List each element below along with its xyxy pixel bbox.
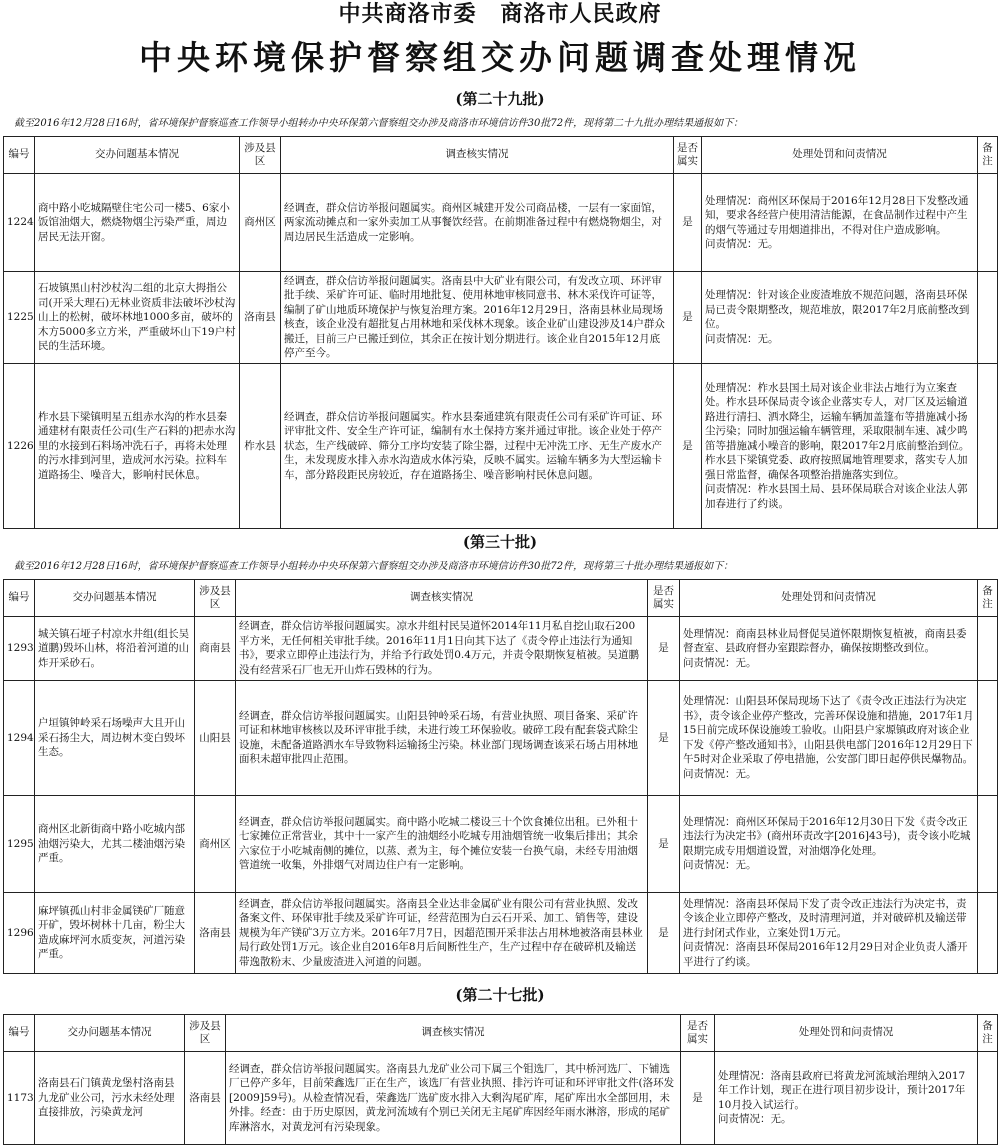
report-table-30: [3, 579, 998, 974]
case-number: 1173: [4, 1051, 35, 1144]
report-table-27: [3, 1014, 998, 1145]
case-handling: 处理情况：山阳县环保局现场下达了《责令改正违法行为决定书》，责令该企业停产整改，完善环保设施和措施，2017年1月15日前完成环保设施竣工验收。山阳县户家塬镇政府对该企业下发《停产整改通知书》，山阳县供电部门2016年12月29日下午5时对企业采取了停电措施，公安部门即日起停供民爆物品。: [683, 695, 974, 766]
col-header-handling: 处理处罚和问责情况: [680, 579, 978, 616]
col-header-investigation: 调查核实情况: [281, 137, 674, 174]
case-investigation: 经调查，群众信访举报问题属实。柞水县秦通建筑有限责任公司有采矿许可证、环评审批文件、安全生产许可证，编制有水土保持方案并通过审批。该企业处于停产状态，生产线破碎、筛分工序均安装了除尘器，过程中无冲洗工序、无生产废水产生，未发现废水排入赤水沟造成水体污染，反映不属实。运输车辆多为大型运输卡车，部分路段距民房较近，存在道路扬尘、噪音影响村民休息问题。: [281, 363, 674, 528]
case-number: 1224: [4, 174, 35, 272]
case-number: 1226: [4, 363, 35, 528]
case-handling: 处理情况：洛南县政府已将黄龙河流域治理纳入2017年工作计划，现正在进行项目初步设计，预计2017年10月投入试运行。: [718, 1069, 966, 1111]
table-row: [4, 1051, 998, 1144]
col-header-verified: 是否属实: [648, 579, 680, 616]
col-header-verified: 是否属实: [674, 137, 702, 174]
case-basic: 麻坪镇孤山村非金属镁矿厂随意开矿，毁坏树林十几亩，粉尘大造成麻坪河水质变灰，河道污染严重。: [35, 892, 195, 973]
case-basic: 石坡镇黑山村沙杖沟二组的北京大拇指公司(开采大理石)无林业资质非法破坏沙杖沟山上的松树，破坏林地1000多亩，破坏的木方5000多立方米，严重破坏山下19户村民的生活环境。: [35, 272, 240, 364]
case-county: 商州区: [195, 795, 236, 892]
case-handling-cell: [680, 892, 978, 973]
table-header-row: [4, 137, 998, 174]
col-header-handling: 处理处罚和问责情况: [715, 1014, 978, 1051]
case-county: 山阳县: [195, 680, 236, 795]
table-row: [4, 795, 998, 892]
case-handling-cell: [715, 1051, 978, 1144]
table-row: [4, 363, 998, 528]
case-investigation: 经调查，群众信访举报问题属实。山阳县钟岭采石场，有营业执照、项目备案、采矿许可证和林地审核核以及环评审批手续，未进行竣工环保验收。破碎工段有配套袋式除尘设施，未配备道路洒水车导致物料运输扬尘污染。林业部门现场调查该采石场占用林地面积未超审批四止范围。: [236, 680, 648, 795]
case-investigation: 经调查，群众信访举报问题属实。洛南县九龙矿业公司下属三个钼选厂，其中桥河选厂、下铺选厂已停产多年，目前荣鑫选厂正在生产，该选厂有营业执照、排污许可证和环评审批文件(洛环发[2009]59号)。从检查情况看，荣鑫选厂选矿废水排入大剩沟尾矿库，尾矿库出水全部回用，未外排。经查：由于历史原因，黄龙河流域有个别已关闭无主尾矿库因经年雨水淋溶，形成的尾矿库淋溶水，对黄龙河有污染现象。: [226, 1051, 681, 1144]
case-verified: 是: [681, 1051, 715, 1144]
case-remark: [978, 174, 998, 272]
batch-title-27: (第二十七批): [455, 985, 545, 1004]
case-handling-cell: [702, 363, 978, 528]
case-handling-cell: [680, 795, 978, 892]
col-header-county: 涉及县区: [185, 1014, 226, 1051]
col-header-no: 编号: [4, 1014, 35, 1051]
case-investigation: 经调查，群众信访举报问题属实。凉水井组村民吴道怀2014年11月私自挖山取石200平方米，无任何相关审批手续。2016年11月1日向其下达了《责令停止违法行为通知书》，要求立即停止违法行为，并给予行政处罚0.4万元，并责令限期恢复植被。吴道鹏没有经营采石厂也无开山炸石毁林的行为。: [236, 616, 648, 680]
case-handling-cell: [680, 616, 978, 680]
case-remark: [978, 795, 998, 892]
case-investigation: 经调查，群众信访举报问题属实。商中路小吃城二楼设三十个饮食摊位出租。已外租十七家摊位正常营业，其中十一家产生的油烟经小吃城专用油烟管统一收集后排出；其余六家位于小吃城南侧的摊位，以蒸、煮为主，每个摊位安装一台换气扇，未经专用油烟管道统一收集，外排烟气对周边住户有一定影响。: [236, 795, 648, 892]
case-investigation: 经调查，群众信访举报问题属实。洛南县中大矿业有限公司，有发改立项、环评审批手续、采矿许可证、临时用地批复、使用林地审核同意书、林木采伐许可证等，编制了矿山地质环境保护与恢复治理方案。2016年12月29日，洛南县林业局现场核查，该企业没有超批复占用林地和采伐林木现象。该企业矿山建设涉及14户群众搬迁，目前三户已搬迁到位，其余正在按计划分期进行。该企业自2015年12月底停产至今。: [281, 272, 674, 364]
issuer-line: [0, 0, 1000, 30]
case-handling: 处理情况：柞水县国土局对该企业非法占地行为立案查处。柞水县环保局责令该企业落实专人，对厂区及运输道路进行清扫、洒水降尘，运输车辆加盖篷布等措施减小扬尘污染；同时加强运输车辆管理，采取限制车速、减少鸣笛等措施减小噪音的影响，限2017年2月底前整治到位。柞水县下梁镇党委、政府按照属地管理要求，落实专人加强日常监督，确保各项整治措施落实到位。: [705, 381, 970, 481]
col-header-verified: 是否属实: [681, 1014, 715, 1051]
col-header-basic: 交办问题基本情况: [35, 1014, 185, 1051]
page-title: 中央环境保护督察组交办问题调查处理情况: [139, 38, 861, 77]
case-county: 洛南县: [240, 272, 281, 364]
case-accountability: 问责情况：无。: [718, 1113, 792, 1126]
case-remark: [978, 1051, 998, 1144]
case-basic: 商中路小吃城隔壁住宅公司一楼5、6家小饭馆油烟大，燃烧物烟尘污染严重，周边居民无法开窗。: [35, 174, 240, 272]
case-basic: 商州区北新街商中路小吃城内部油烟污染大，尤其二楼油烟污染严重。: [35, 795, 195, 892]
case-county: 商南县: [195, 616, 236, 680]
batch-intro-30: 截至2016年12月28日16时，省环境保护督察巡查工作领导小组转办中央环保第六督察组交办涉及商洛市环境信访件30批72件，现将第三十批办理结果通报如下：: [14, 560, 734, 572]
case-handling: 处理情况：商州区环保局于2016年12月28日下发整改通知，要求各经营户使用清洁能源，在食品制作过程中产生的烟气等通过专用烟道排出，不得对住户造成影响。: [705, 194, 969, 236]
col-header-remark: 备注: [978, 579, 998, 616]
col-header-investigation: 调查核实情况: [226, 1014, 681, 1051]
case-handling-cell: [702, 272, 978, 364]
case-remark: [978, 616, 998, 680]
case-remark: [978, 272, 998, 364]
table-row: [4, 174, 998, 272]
case-basic: 柞水县下梁镇明星五组赤水沟的柞水县秦通建材有限责任公司(生产石料的)把赤水沟里的水接到石料场冲洗石子，再将未处理的污水排到河里，造成河水污染。拉料车道路扬尘、噪音大，影响村民休息。: [35, 363, 240, 528]
case-county: 洛南县: [195, 892, 236, 973]
col-header-remark: 备注: [978, 1014, 998, 1051]
case-accountability: 问责情况：无。: [705, 332, 779, 345]
case-basic: 洛南县石门镇黄龙堡村洛南县九龙矿业公司，污水未经处理直接排放，污染黄龙河: [35, 1051, 185, 1144]
table-row: [4, 892, 998, 973]
col-header-basic: 交办问题基本情况: [35, 137, 240, 174]
case-handling: 处理情况：洛南县环保局下发了责令改正违法行为决定书，责令该企业立即停产整改，及时清理河道，并对破碎机及输送带进行封闭式作业，立案处罚1万元。: [683, 897, 967, 939]
case-county: 商州区: [240, 174, 281, 272]
report-table-29: [3, 136, 998, 529]
batch-title-30: (第三十批): [462, 532, 538, 551]
case-verified: 是: [648, 680, 680, 795]
case-number: 1295: [4, 795, 35, 892]
col-header-remark: 备注: [978, 137, 998, 174]
case-handling: 处理情况：商南县林业局督促吴道怀限期恢复植被，商南县委督查室、县政府督办室跟踪督办，确保按期整改到位。: [683, 627, 967, 655]
case-number: 1294: [4, 680, 35, 795]
case-number: 1293: [4, 616, 35, 680]
case-accountability: 问责情况：无。: [705, 237, 779, 250]
case-accountability: 问责情况：无。: [683, 656, 757, 669]
col-header-no: 编号: [4, 579, 35, 616]
case-remark: [978, 892, 998, 973]
case-verified: 是: [648, 616, 680, 680]
batch-intro-29: 截至2016年12月28日16时，省环境保护督察巡查工作领导小组转办中央环保第六督察组交办涉及商洛市环境信访件30批72件，现将第二十九批办理结果通报如下：: [14, 118, 744, 129]
case-investigation: 经调查，群众信访举报问题属实。商州区城建开发公司商品楼，一层有一家面馆，两家流动摊点和一家外卖加工从事餐饮经营。在前期准备过程中有燃烧物烟尘，对周边居民生活造成一定影响。: [281, 174, 674, 272]
org-party-committee: 中共商洛市委: [338, 2, 477, 27]
table-row: [4, 272, 998, 364]
case-county: 洛南县: [185, 1051, 226, 1144]
case-number: 1296: [4, 892, 35, 973]
case-remark: [978, 363, 998, 528]
case-accountability: 问责情况：柞水县国土局、县环保局联合对该企业法人郭加春进行了约谈。: [705, 483, 968, 510]
col-header-county: 涉及县区: [240, 137, 281, 174]
case-handling-cell: [702, 174, 978, 272]
case-verified: 是: [674, 363, 702, 528]
col-header-handling: 处理处罚和问责情况: [702, 137, 978, 174]
case-remark: [978, 680, 998, 795]
col-header-county: 涉及县区: [195, 579, 236, 616]
case-handling-cell: [680, 680, 978, 795]
table-header-row: [4, 1014, 998, 1051]
case-verified: 是: [648, 892, 680, 973]
col-header-basic: 交办问题基本情况: [35, 579, 195, 616]
case-accountability: 问责情况：无。: [683, 859, 757, 872]
table-row: [4, 680, 998, 795]
case-basic: 户垣镇钟岭采石场噪声大且开山采石扬尘大，周边树木变白毁坏生态。: [35, 680, 195, 795]
case-basic: 城关镇石垭子村凉水井组(组长吴道鹏)毁坏山林，将沿着河道的山炸开采砂石。: [35, 616, 195, 680]
case-accountability: 问责情况：无。: [683, 767, 757, 780]
case-verified: 是: [674, 174, 702, 272]
col-header-investigation: 调查核实情况: [236, 579, 648, 616]
table-row: [4, 616, 998, 680]
col-header-no: 编号: [4, 137, 35, 174]
batch-title-29: (第二十九批): [455, 90, 545, 108]
case-investigation: 经调查，群众信访举报问题属实。洛南县全业达非金属矿业有限公司有营业执照、发改备案文件、环保审批手续及采矿许可证，经营范围为白云石开采、加工、销售等，建设规模为年产镁矿3万立方米。2016年7月7日，因超范围开采非法占用林地被洛南县林业局行政处罚1万元。该企业自2016年8月后间断性生产，生产过程中存在破碎机及输送带逸散粉末、少量废渣进入河道的问题。: [236, 892, 648, 973]
org-government: 商洛市人民政府: [500, 2, 662, 27]
case-accountability: 问责情况：洛南县环保局2016年12月29日对企业负责人潘开平进行了约谈。: [683, 941, 968, 968]
case-number: 1225: [4, 272, 35, 364]
case-verified: 是: [674, 272, 702, 364]
case-handling: 处理情况：针对该企业废渣堆放不规范问题，洛南县环保局已责令限期整改，规范堆放，限2017年2月底前整改到位。: [705, 289, 970, 331]
case-verified: 是: [648, 795, 680, 892]
case-county: 柞水县: [240, 363, 281, 528]
case-handling: 处理情况：商州区环保局于2016年12月30日下发《责令改正违法行为决定书》(商州环责改字[2016]43号)，责令该小吃城限期完成专用烟道设置，对油烟净化处理。: [683, 815, 971, 857]
table-header-row: [4, 579, 998, 616]
